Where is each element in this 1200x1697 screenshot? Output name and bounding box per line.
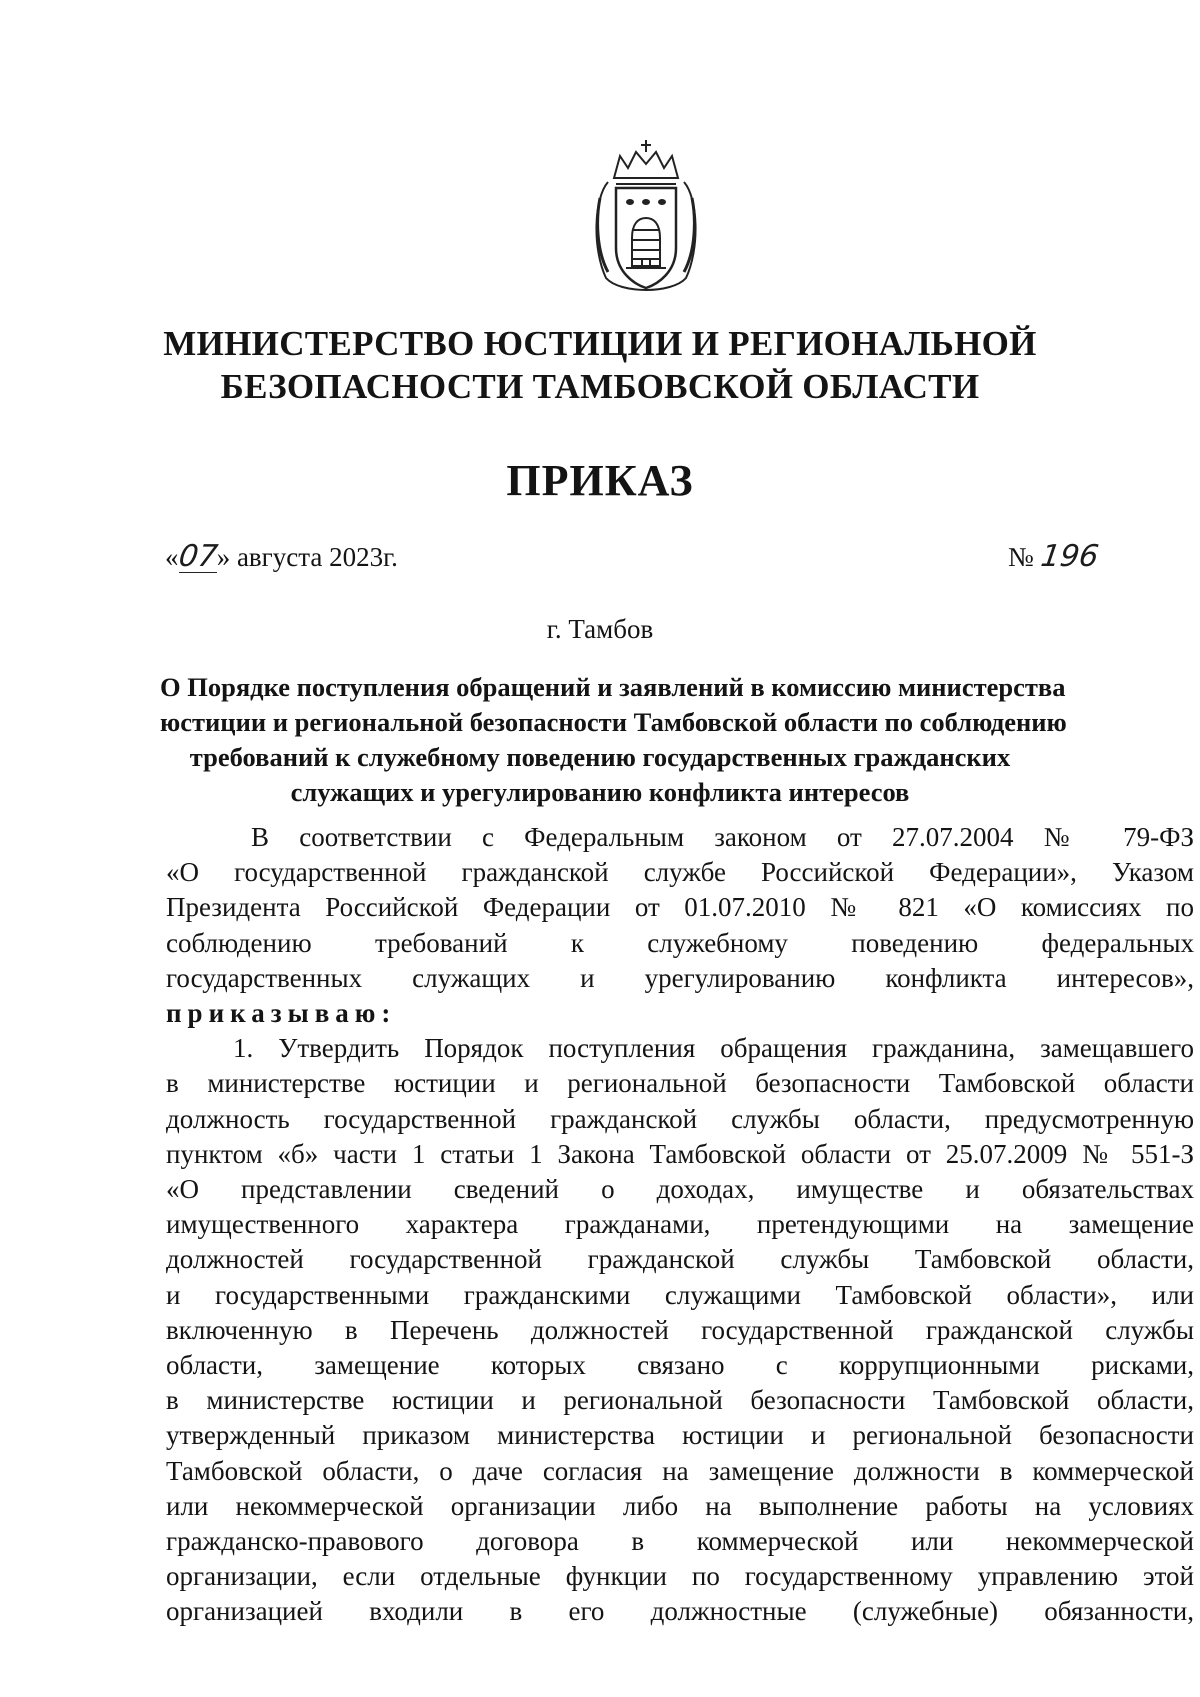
body-line: должностей государственной гражданской службы Тамбовской области,	[166, 1244, 1194, 1275]
body-line: или некоммерческой организации либо на выполнение работы на условиях	[166, 1490, 1194, 1521]
number-handwritten: 196	[1038, 539, 1101, 574]
document-city: г. Тамбов	[546, 614, 654, 644]
body-line: Тамбовской области, о даче согласия на замещение должности в коммерческой	[166, 1455, 1194, 1486]
body-line: Президента Российской Федерации от 01.07.2010 № 821 «О комиссиях по	[166, 892, 1194, 923]
date-quote-open: «	[165, 542, 179, 572]
date-day-underline	[176, 539, 220, 574]
tambov-coat-of-arms-icon	[586, 138, 706, 298]
body-line: и государственными гражданскими служащими Тамбовской области», или	[166, 1279, 1194, 1310]
body-line: 1. Утвердить Порядок поступления обращения гражданина, замещавшего	[233, 1033, 1194, 1064]
body-line: организацией входили в его должностные (служебные) обязанности,	[166, 1596, 1194, 1627]
date-day-handwritten: 07	[176, 539, 220, 574]
body-line: пунктом «б» части 1 статьи 1 Закона Тамбовской области от 25.07.2009 № 551-З	[166, 1138, 1194, 1169]
body-line: «О представлении сведений о доходах, имуществе и обязательствах	[166, 1174, 1194, 1205]
subject-line: требований к служебному поведению государственных гражданских	[189, 742, 1011, 772]
body-line: организации, если отдельные функции по государственному управлению этой	[166, 1561, 1194, 1592]
body-line: гражданско-правового договора в коммерческой или некоммерческой	[166, 1526, 1194, 1557]
body-line: В соответствии с Федеральным законом от 27.07.2004 № 79-ФЗ	[251, 822, 1194, 852]
document-number	[1008, 537, 1101, 577]
ministry-name-line1: МИНИСТЕРСТВО ЮСТИЦИИ И РЕГИОНАЛЬНОЙ	[163, 324, 1037, 363]
ministry-name-line2: БЕЗОПАСНОСТИ ТАМБОВСКОЙ ОБЛАСТИ	[220, 367, 980, 406]
body-line: соблюдению требований к служебному поведению федеральных	[166, 927, 1194, 958]
body-line: «О государственной гражданской службе Российской Федерации», Указом	[166, 857, 1194, 888]
document-type-title: ПРИКАЗ	[506, 456, 694, 505]
body-line: в министерстве юстиции и региональной безопасности Тамбовской области	[166, 1068, 1194, 1099]
document-date	[165, 537, 398, 577]
date-quote-close: »	[216, 542, 231, 572]
document-body	[166, 820, 1194, 1630]
document-subject	[160, 670, 1067, 810]
subject-line: юстиции и региональной безопасности Тамбовской области по соблюдению	[160, 707, 1067, 737]
body-line: утвержденный приказом министерства юстиции и региональной безопасности	[166, 1420, 1194, 1451]
body-line: области, замещение которых связано с коррупционными рисками,	[166, 1350, 1194, 1381]
ministry-name	[160, 322, 1040, 408]
body-line: в министерстве юстиции и региональной безопасности Тамбовской области,	[166, 1385, 1194, 1416]
subject-line: О Порядке поступления обращений и заявлений в комиссию министерства	[160, 672, 1066, 702]
number-sign: №	[1008, 542, 1034, 572]
subject-line: служащих и урегулированию конфликта интересов	[290, 777, 910, 807]
body-line: имущественного характера гражданами, претендующими на замещение	[166, 1209, 1194, 1240]
body-line: государственных служащих и урегулированию конфликта интересов»,	[166, 962, 1194, 993]
order-verb: приказываю:	[166, 998, 397, 1029]
body-line: должность государственной гражданской службы области, предусмотренную	[166, 1103, 1194, 1134]
body-line: включенную в Перечень должностей государственной гражданской службы	[166, 1314, 1194, 1345]
date-month-year: августа 2023г.	[236, 542, 398, 572]
